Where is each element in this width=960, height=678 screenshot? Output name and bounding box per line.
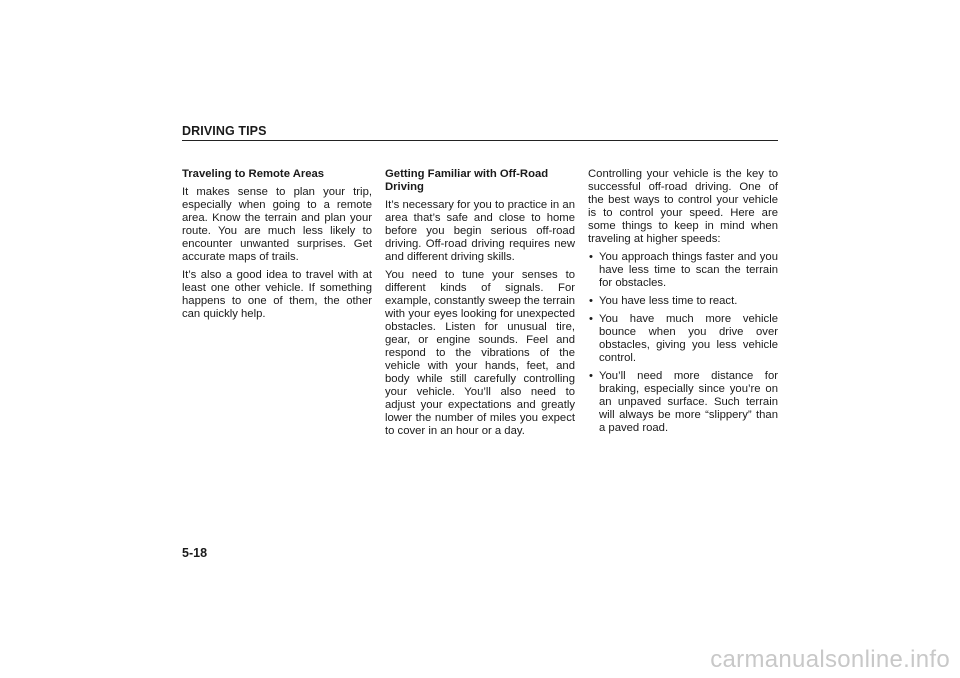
- bullet-icon: •: [589, 370, 593, 382]
- list-item: [588, 251, 778, 290]
- bullet-icon: •: [589, 251, 593, 263]
- list-item: [588, 313, 778, 365]
- bullet-icon: •: [589, 313, 593, 325]
- list-item-text: You have much more vehicle bounce when you drive over obstacles, giving you less vehicle control.: [599, 313, 778, 364]
- list-item-text: You have less time to react.: [599, 295, 738, 307]
- list-item-text: You’ll need more distance for braking, especially since you’re on an unpaved surface. Such terrain will always be more “slippery” than a paved road.: [599, 370, 778, 434]
- paragraph-control-speed: Controlling your vehicle is the key to successful off-road driving. One of the best ways to control your vehicle is to control your speed. Here are some things to keep in mind when traveling at higher speeds:: [588, 168, 778, 245]
- watermark: carmanualsonline.info: [710, 646, 950, 673]
- heading-remote-areas: Traveling to Remote Areas: [182, 168, 325, 180]
- paragraph-travel-with-vehicle: It’s also a good idea to travel with at least one other vehicle. If something happens to one of them, the other can quickly help.: [182, 269, 372, 320]
- speed-tips-list: [588, 251, 778, 435]
- paragraph-practice: It’s necessary for you to practice in an area that’s safe and close to home before you begin serious off-road driving. Off-road driving requires new and different driving skills.: [385, 199, 575, 263]
- section-title: DRIVING TIPS: [182, 124, 267, 138]
- heading-off-road-familiar: Getting Familiar with Off-Road Driving: [385, 168, 549, 193]
- column-remote-areas: [182, 168, 372, 326]
- list-item: [588, 295, 778, 308]
- page-number: 5-18: [182, 546, 208, 560]
- paragraph-plan-trip: It makes sense to plan your trip, especially when going to a remote area. Know the terrain and plan your route. You are much less likely to encounter unwanted surprises. Get accurate maps of trails.: [182, 186, 372, 263]
- column-off-road-familiar: [385, 168, 575, 443]
- bullet-icon: •: [589, 295, 593, 307]
- paragraph-tune-senses: You need to tune your senses to different kinds of signals. For example, constantly sweep the terrain with your eyes looking for unexpected obstacles. Listen for unusual tire, gear, or engine sounds. Feel and respond to the vibrations of the vehicle with your hands, feet, and body while still carefully controlling your vehicle. You’ll also need to adjust your expectations and greatly lower the number of miles you expect to cover in an hour or a day.: [385, 269, 575, 437]
- list-item: [588, 370, 778, 435]
- page-header: [182, 124, 778, 141]
- column-controlling-vehicle: [588, 168, 778, 440]
- list-item-text: You approach things faster and you have less time to scan the terrain for obstacles.: [599, 251, 778, 289]
